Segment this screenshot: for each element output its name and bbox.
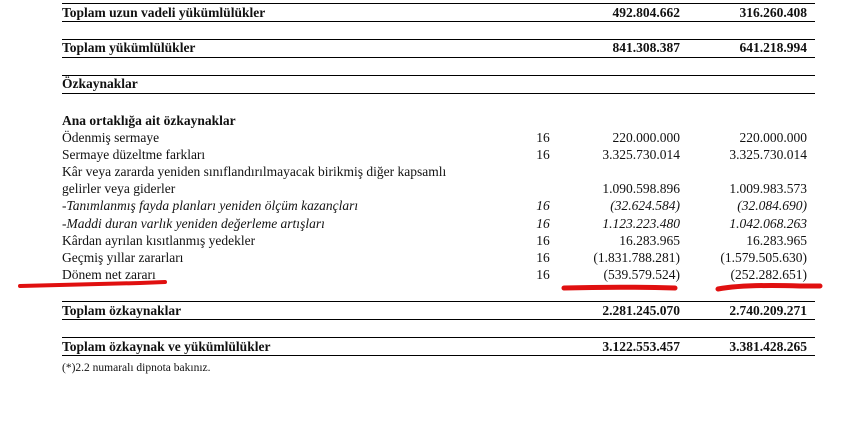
row-label: -Tanımlanmış fayda planları yeniden ölçüm kazançları [62, 198, 359, 213]
row-oci-heading-line1 [62, 163, 815, 181]
row-capital-adjustment [62, 146, 815, 164]
value-current: 841.308.387 [612, 40, 680, 55]
rule [62, 93, 815, 94]
row-restricted-reserves [62, 232, 815, 250]
value-prior: 1.009.983.573 [729, 181, 807, 196]
row-label: Ödenmiş sermaye [62, 130, 160, 145]
value-current: 220.000.000 [612, 130, 680, 145]
value-prior: 1.042.068.263 [729, 216, 807, 231]
value-prior: 641.218.994 [739, 40, 807, 55]
row-label: -Maddi duran varlık yeniden değerleme artışları [62, 216, 325, 231]
value-current: (32.624.584) [610, 198, 680, 213]
footnote: (*)2.2 numaralı dipnota bakınız. [62, 362, 211, 374]
row-label: gelirler veya giderler [62, 181, 176, 196]
note-ref: 16 [536, 267, 550, 282]
row-parent-equity-heading [62, 112, 815, 130]
value-prior: (32.084.690) [737, 198, 807, 213]
note-ref: 16 [536, 147, 550, 162]
row-label: Geçmiş yıllar zararları [62, 250, 184, 265]
row-label: Kâr veya zararda yeniden sınıflandırılmayacak birikmiş diğer kapsamlı [62, 164, 447, 179]
row-equity-heading [62, 75, 815, 93]
row-paid-in-capital [62, 129, 815, 147]
value-current: 1.090.598.896 [602, 181, 680, 196]
value-current: 16.283.965 [619, 233, 680, 248]
row-total-liabilities [62, 39, 815, 57]
red-underline-annotation [0, 276, 850, 296]
value-current: 2.281.245.070 [602, 303, 680, 318]
note-ref: 16 [536, 233, 550, 248]
value-current: (539.579.524) [603, 267, 680, 282]
value-current: 3.325.730.014 [602, 147, 680, 162]
value-prior: 16.283.965 [746, 233, 807, 248]
row-total-long-term-liabilities [62, 4, 815, 22]
row-revaluation-increase [62, 215, 815, 233]
row-defined-benefit-remeasurement [62, 197, 815, 215]
row-label: Toplam yükümlülükler [62, 40, 196, 55]
value-current: 492.804.662 [612, 5, 680, 20]
value-current: (1.831.788.281) [593, 250, 680, 265]
value-prior: 316.260.408 [739, 5, 807, 20]
value-prior: 3.381.428.265 [729, 339, 807, 354]
value-prior: (1.579.505.630) [720, 250, 807, 265]
row-label: Dönem net zararı [62, 267, 156, 282]
row-label: Toplam uzun vadeli yükümlülükler [62, 5, 266, 20]
note-ref: 16 [536, 198, 550, 213]
value-current: 1.123.223.480 [602, 216, 680, 231]
value-prior: 2.740.209.271 [729, 303, 807, 318]
rule [62, 57, 815, 58]
value-prior: (252.282.651) [730, 267, 807, 282]
subsection-heading: Ana ortaklığa ait özkaynaklar [62, 113, 236, 128]
value-prior: 3.325.730.014 [729, 147, 807, 162]
note-ref: 16 [536, 130, 550, 145]
section-heading: Özkaynaklar [62, 76, 138, 91]
value-current: 3.122.553.457 [602, 339, 680, 354]
row-prior-years-losses [62, 249, 815, 267]
row-label: Kârdan ayrılan kısıtlanmış yedekler [62, 233, 256, 248]
row-total-equity [62, 302, 815, 320]
value-prior: 220.000.000 [739, 130, 807, 145]
row-total-equity-and-liabilities [62, 338, 815, 356]
row-label: Sermaye düzeltme farkları [62, 147, 206, 162]
note-ref: 16 [536, 216, 550, 231]
row-label: Toplam özkaynaklar [62, 303, 182, 318]
row-oci-total [62, 180, 815, 198]
row-label: Toplam özkaynak ve yükümlülükler [62, 339, 271, 354]
note-ref: 16 [536, 250, 550, 265]
